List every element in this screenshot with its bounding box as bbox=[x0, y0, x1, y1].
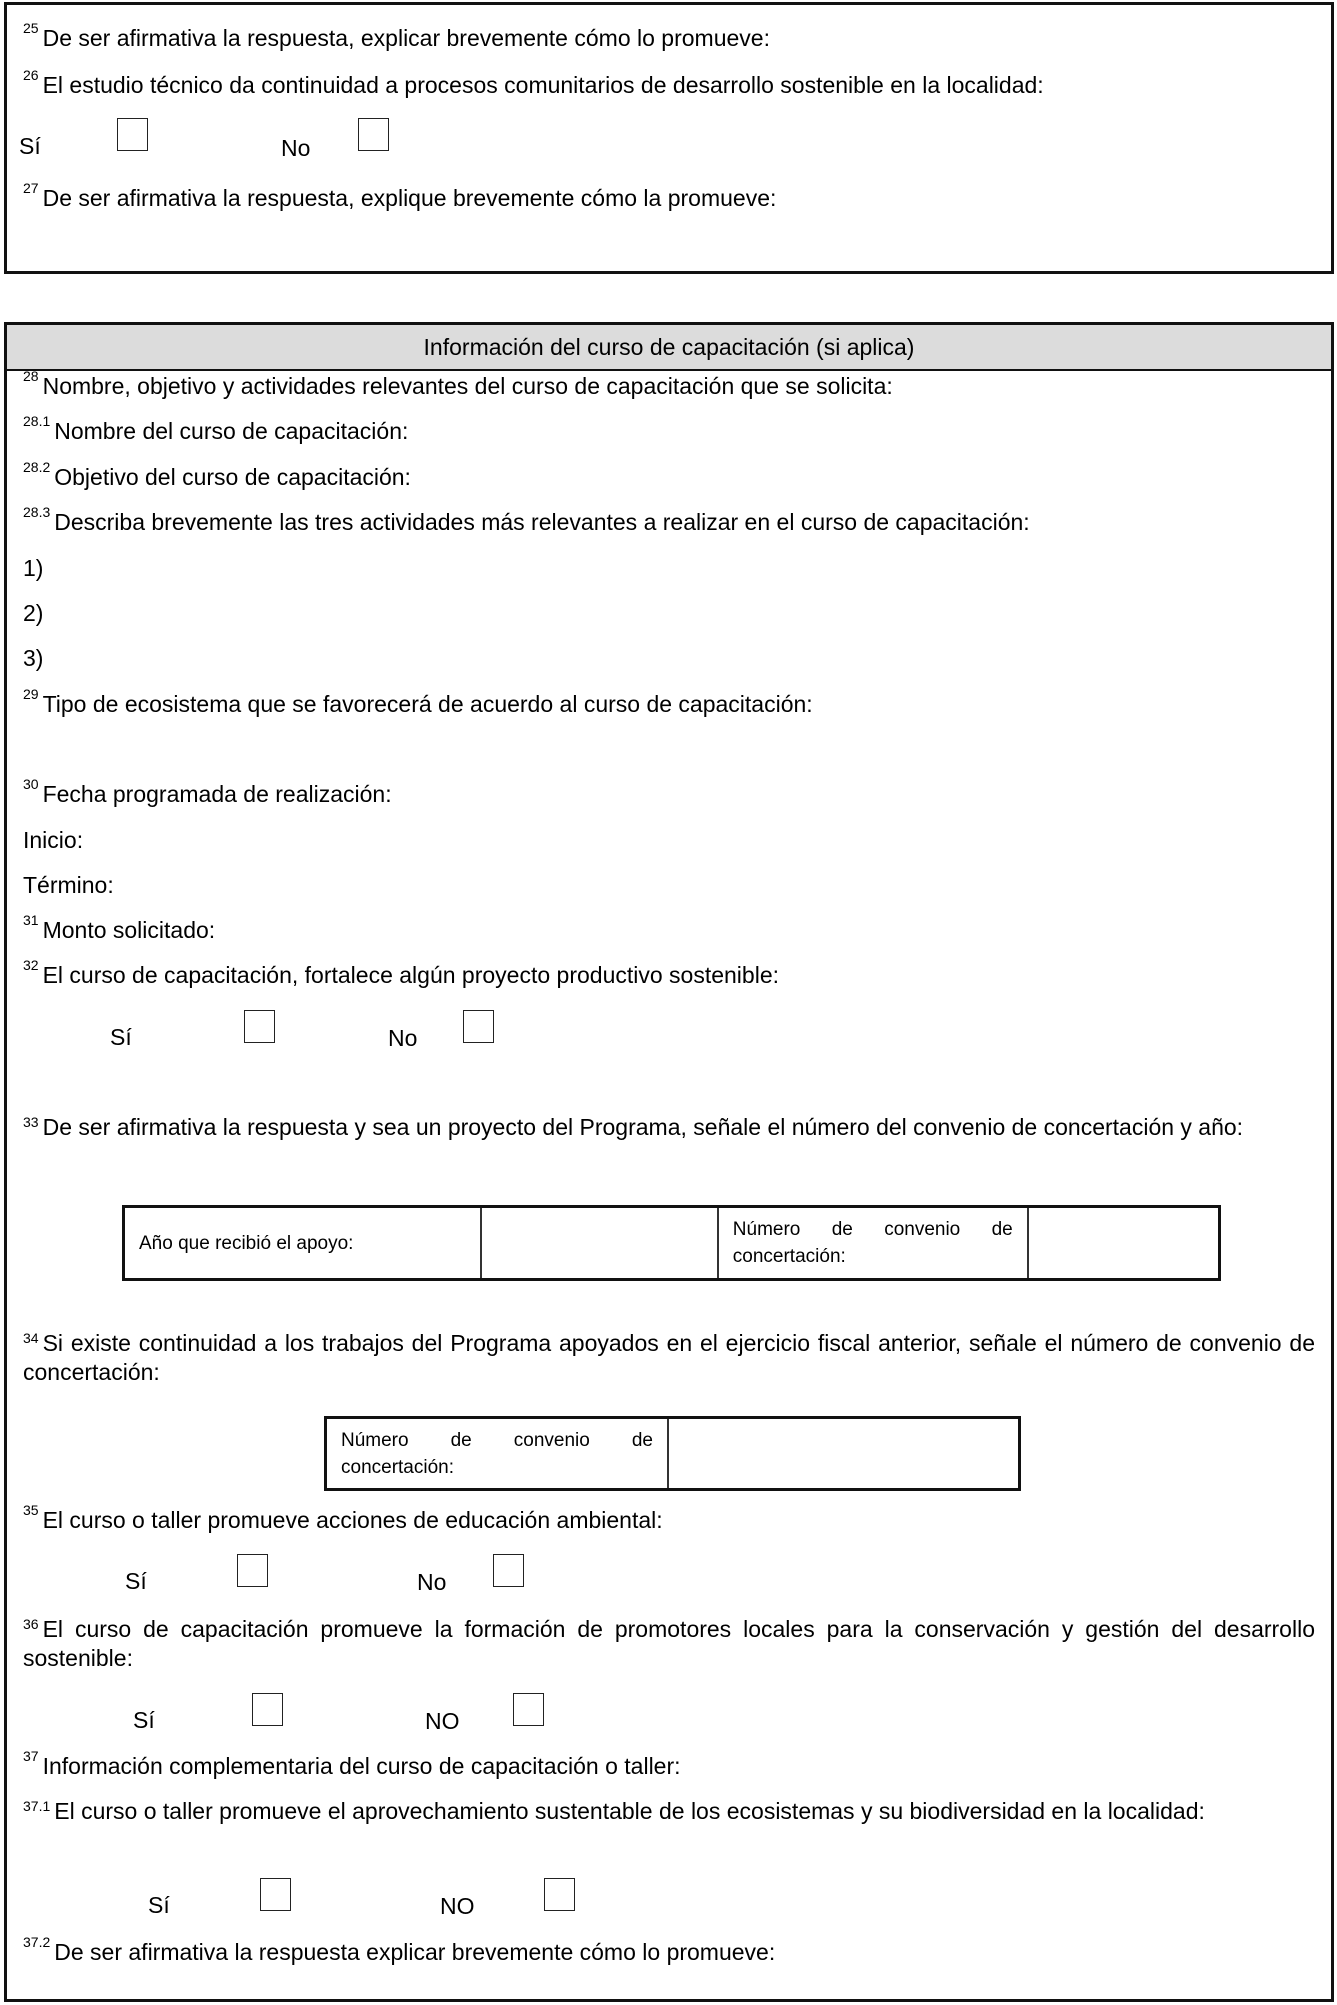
question-text: De ser afirmativa la respuesta explicar brevemente cómo lo promueve: bbox=[54, 1939, 776, 1965]
question-number: 28.2 bbox=[23, 459, 51, 475]
question-34 bbox=[23, 1329, 1315, 1387]
question-37-2 bbox=[23, 1934, 776, 1966]
question-text: Nombre del curso de capacitación: bbox=[54, 418, 409, 444]
yes-label: Sí bbox=[133, 1707, 155, 1733]
question-29 bbox=[23, 686, 813, 718]
question-number: 36 bbox=[23, 1616, 39, 1632]
start-date-label: Inicio: bbox=[23, 827, 84, 853]
q37-1-no-checkbox[interactable] bbox=[544, 1878, 575, 1911]
question-number: 30 bbox=[23, 776, 39, 792]
question-27 bbox=[23, 180, 777, 212]
no-label: No bbox=[281, 135, 311, 161]
question-number: 29 bbox=[23, 686, 39, 702]
q32-yes-checkbox[interactable] bbox=[244, 1010, 275, 1043]
yes-label: Sí bbox=[148, 1892, 170, 1918]
question-text: El estudio técnico da continuidad a procesos comunitarios de desarrollo sostenible en la localidad: bbox=[42, 72, 1044, 98]
activity-1: 1) bbox=[23, 555, 44, 581]
question-25 bbox=[23, 20, 770, 52]
q35-no-checkbox[interactable] bbox=[493, 1554, 524, 1587]
question-31 bbox=[23, 912, 216, 944]
question-26 bbox=[23, 67, 1044, 99]
question-text: Si existe continuidad a los trabajos del Programa apoyados en el ejercicio fiscal anterior, señale el número de convenio de concertación: bbox=[23, 1330, 1315, 1385]
agreement-input-cell[interactable] bbox=[668, 1418, 1020, 1490]
question-text: Información complementaria del curso de capacitación o taller: bbox=[42, 1753, 681, 1779]
q36-no-checkbox[interactable] bbox=[513, 1693, 544, 1726]
question-number: 28.1 bbox=[23, 413, 51, 429]
question-36 bbox=[23, 1615, 1315, 1673]
question-28-3 bbox=[23, 504, 1030, 536]
form-section-continuity bbox=[4, 2, 1334, 274]
year-label-cell: Año que recibió el apoyo: bbox=[124, 1207, 482, 1280]
question-number: 25 bbox=[23, 20, 39, 36]
question-number: 32 bbox=[23, 957, 39, 973]
question-text: De ser afirmativa la respuesta y sea un proyecto del Programa, señale el número del convenio de concertación y año: bbox=[42, 1114, 1244, 1140]
yes-checkbox[interactable] bbox=[117, 118, 148, 151]
question-32 bbox=[23, 957, 780, 989]
question-text: Objetivo del curso de capacitación: bbox=[54, 464, 411, 490]
question-33 bbox=[23, 1113, 1315, 1142]
question-number: 37 bbox=[23, 1748, 39, 1764]
no-label: No bbox=[388, 1025, 418, 1051]
year-input-cell[interactable] bbox=[481, 1207, 718, 1280]
q37-1-yes-checkbox[interactable] bbox=[260, 1878, 291, 1911]
question-text: El curso o taller promueve acciones de educación ambiental: bbox=[42, 1507, 663, 1533]
question-number: 33 bbox=[23, 1114, 39, 1130]
agreement-label-cell: Número de convenio de concertación: bbox=[326, 1418, 669, 1490]
yes-label: Sí bbox=[19, 133, 41, 159]
question-number: 37.1 bbox=[23, 1798, 51, 1814]
question-28 bbox=[23, 368, 893, 400]
question-number: 31 bbox=[23, 912, 39, 928]
agreement-year-table bbox=[122, 1205, 1221, 1281]
question-text: De ser afirmativa la respuesta, explicar brevemente cómo lo promueve: bbox=[42, 25, 770, 51]
question-text: Describa brevemente las tres actividades más relevantes a realizar en el curso de capacitación: bbox=[54, 509, 1030, 535]
form-section-training-course bbox=[4, 322, 1334, 2002]
section-header: Información del curso de capacitación (si aplica) bbox=[7, 325, 1331, 371]
activity-3: 3) bbox=[23, 645, 44, 671]
agreement-input-cell[interactable] bbox=[1028, 1207, 1220, 1280]
agreement-label-cell: Número de convenio de concertación: bbox=[718, 1207, 1028, 1280]
yes-label: Sí bbox=[110, 1024, 132, 1050]
question-text: Monto solicitado: bbox=[42, 917, 216, 943]
question-number: 26 bbox=[23, 67, 39, 83]
question-text: Fecha programada de realización: bbox=[42, 781, 392, 807]
question-number: 27 bbox=[23, 180, 39, 196]
question-text: El curso o taller promueve el aprovechamiento sustentable de los ecosistemas y su biodiversidad en la localidad: bbox=[54, 1798, 1205, 1824]
question-number: 28.3 bbox=[23, 504, 51, 520]
question-37-1 bbox=[23, 1797, 1315, 1826]
question-35 bbox=[23, 1502, 663, 1534]
question-28-2 bbox=[23, 459, 411, 491]
question-text: Nombre, objetivo y actividades relevantes del curso de capacitación que se solicita: bbox=[42, 373, 893, 399]
no-label: NO bbox=[440, 1893, 475, 1919]
end-date-label: Término: bbox=[23, 872, 114, 898]
no-label: No bbox=[417, 1569, 447, 1595]
no-checkbox[interactable] bbox=[358, 118, 389, 151]
question-number: 28 bbox=[23, 368, 39, 384]
activity-2: 2) bbox=[23, 600, 44, 626]
previous-agreement-table bbox=[324, 1416, 1021, 1491]
q32-no-checkbox[interactable] bbox=[463, 1010, 494, 1043]
q35-yes-checkbox[interactable] bbox=[237, 1554, 268, 1587]
yes-label: Sí bbox=[125, 1568, 147, 1594]
question-number: 37.2 bbox=[23, 1934, 51, 1950]
question-text: De ser afirmativa la respuesta, explique brevemente cómo la promueve: bbox=[42, 185, 777, 211]
question-30 bbox=[23, 776, 392, 808]
q36-yes-checkbox[interactable] bbox=[252, 1693, 283, 1726]
no-label: NO bbox=[425, 1708, 460, 1734]
question-28-1 bbox=[23, 413, 409, 445]
question-text: Tipo de ecosistema que se favorecerá de acuerdo al curso de capacitación: bbox=[42, 691, 813, 717]
question-37 bbox=[23, 1748, 681, 1780]
question-text: El curso de capacitación promueve la formación de promotores locales para la conservación y gestión del desarrollo sostenible: bbox=[23, 1616, 1315, 1671]
question-text: El curso de capacitación, fortalece algún proyecto productivo sostenible: bbox=[42, 962, 780, 988]
question-number: 34 bbox=[23, 1330, 39, 1346]
question-number: 35 bbox=[23, 1502, 39, 1518]
